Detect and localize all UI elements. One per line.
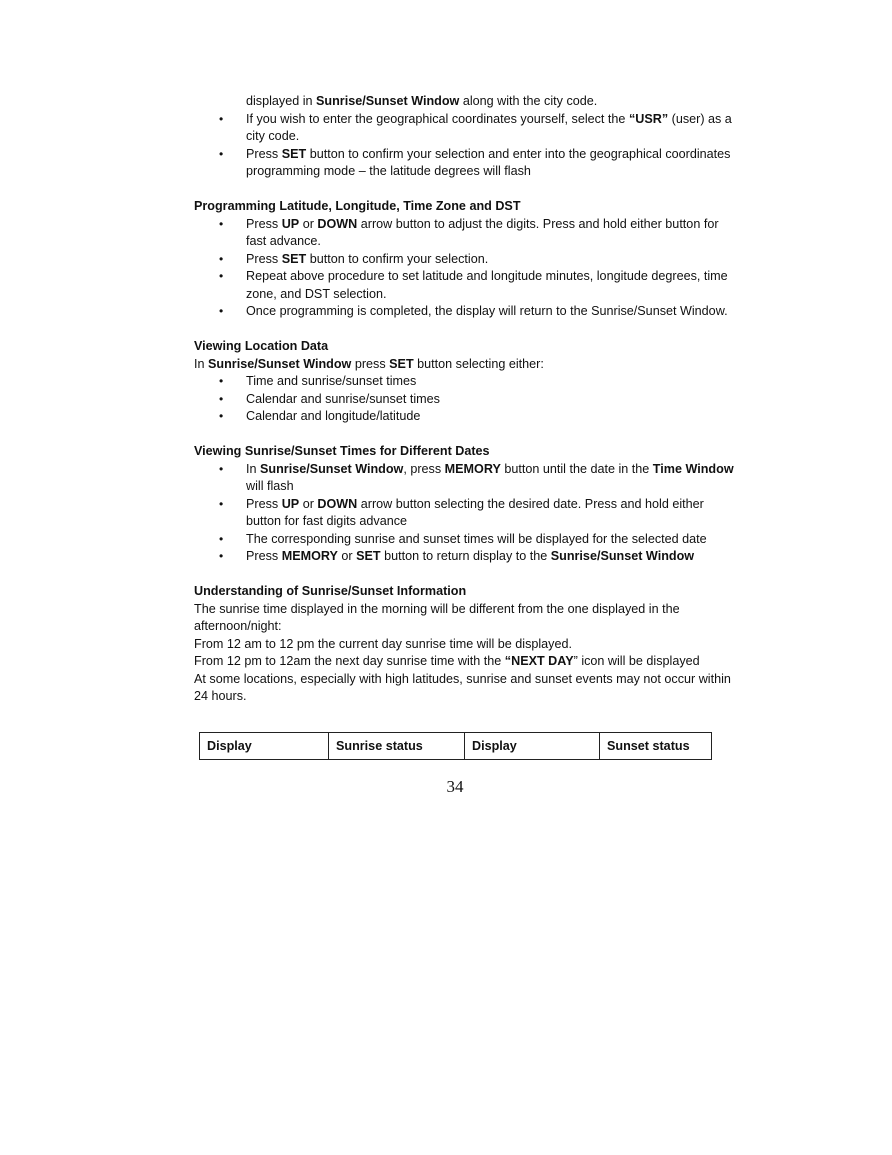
list-item: • Press UP or DOWN arrow button to adjust the digits. Press and hold either button for fast advance. [194, 216, 734, 251]
dates-list [194, 461, 734, 566]
list-item: • If you wish to enter the geographical coordinates yourself, select the “USR” (user) as a city code. [194, 111, 734, 146]
list-item: • In Sunrise/Sunset Window, press MEMORY button until the date in the Time Window will flash [194, 461, 734, 496]
list-item: • Repeat above procedure to set latitude and longitude minutes, longitude degrees, time zone, and DST selection. [194, 268, 734, 303]
section-heading-location: Viewing Location Data [194, 339, 329, 353]
table-header-cell: Sunset status [600, 733, 712, 760]
list-item: • Calendar and sunrise/sunset times [194, 391, 734, 409]
table-header-cell: Display [200, 733, 329, 760]
list-item: • Press SET button to confirm your selection. [194, 251, 734, 269]
section-heading-understanding: Understanding of Sunrise/Sunset Information [194, 584, 467, 598]
list-item: • Press UP or DOWN arrow button selecting the desired date. Press and hold either button for fast digits advance [194, 496, 734, 531]
page-number: 34 [446, 777, 464, 796]
understanding-line: From 12 pm to 12am the next day sunrise time with the “NEXT DAY” icon will be displayed [194, 654, 700, 668]
list-item: • Press MEMORY or SET button to return display to the Sunrise/Sunset Window [194, 548, 734, 566]
page-body [194, 93, 734, 706]
list-item: displayed in Sunrise/Sunset Window along with the city code. [246, 94, 598, 108]
table-row [200, 733, 712, 760]
list-item: • Calendar and longitude/latitude [194, 408, 734, 426]
location-list [194, 373, 734, 426]
intro-list [194, 93, 734, 181]
section-heading-programming: Programming Latitude, Longitude, Time Zone and DST [194, 199, 521, 213]
section-heading-dates: Viewing Sunrise/Sunset Times for Different Dates [194, 444, 490, 458]
list-item: • Press SET button to confirm your selection and enter into the geographical coordinates programming mode – the latitude degrees will flash [194, 146, 734, 181]
sunrise-sunset-table [199, 732, 712, 760]
table-header-cell: Sunrise status [329, 733, 465, 760]
list-item: • The corresponding sunrise and sunset times will be displayed for the selected date [194, 531, 734, 549]
understanding-line: At some locations, especially with high latitudes, sunrise and sunset events may not occur within 24 hours. [194, 671, 731, 703]
location-intro: In Sunrise/Sunset Window press SET button selecting either: [194, 356, 544, 371]
list-item: • Once programming is completed, the display will return to the Sunrise/Sunset Window. [194, 303, 734, 321]
table-header-cell: Display [465, 733, 600, 760]
understanding-line: From 12 am to 12 pm the current day sunrise time will be displayed. [194, 636, 572, 651]
list-item: • Time and sunrise/sunset times [194, 373, 734, 391]
understanding-line: The sunrise time displayed in the morning will be different from the one displayed in the afternoon/night: [194, 601, 680, 633]
programming-list [194, 216, 734, 321]
